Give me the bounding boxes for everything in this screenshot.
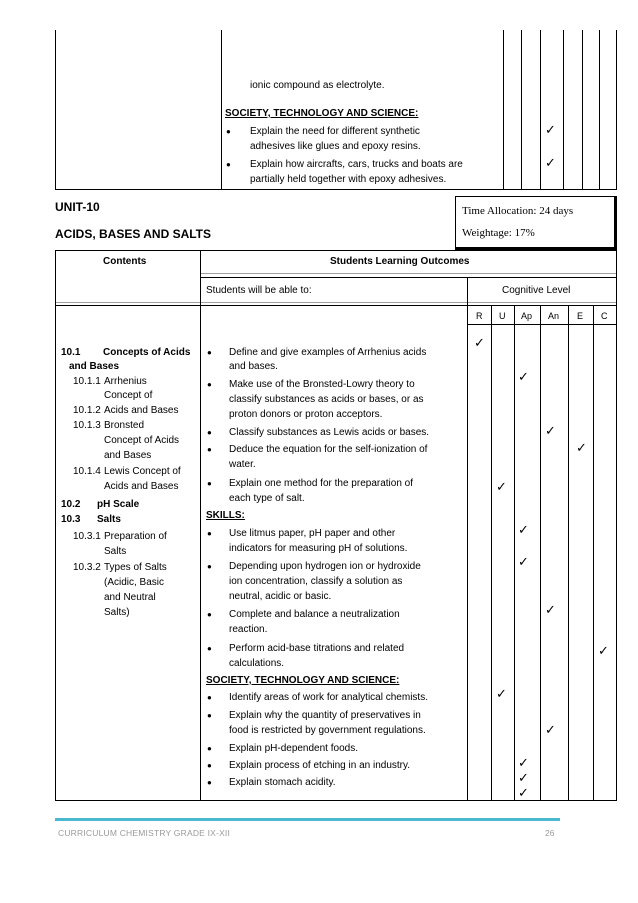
skill-neutralization: Complete and balance a neutralization — [229, 609, 400, 620]
outcome-bronsted-line3: proton donors or proton acceptors. — [229, 409, 383, 420]
sts-analytical-chemists: Identify areas of work for analytical chemists. — [229, 692, 428, 703]
content-10-1-num: 10.1 — [61, 347, 81, 358]
content-10-3-2-line4: Salts) — [104, 607, 130, 618]
sts-stomach-acidity: Explain stomach acidity. — [229, 777, 336, 788]
skill-classify-solution: Depending upon hydrogen ion or hydroxide — [229, 561, 421, 572]
content-10-3-2-line2: (Acidic, Basic — [104, 577, 165, 588]
unit-title: ACIDS, BASES AND SALTS — [55, 227, 212, 241]
tick-icon: ✓ — [545, 123, 556, 138]
outcome-self-ionization-line2: water. — [229, 459, 256, 470]
sts-preservatives-line2: food is restricted by government regulations. — [229, 725, 426, 736]
sts-ph-foods: Explain pH-dependent foods. — [229, 743, 358, 754]
page-number: 26 — [545, 828, 555, 838]
top-bullet2-line1: Explain how aircrafts, cars, trucks and boats are — [250, 159, 463, 170]
outcome-bronsted-line2: classify substances as acids or bases, or as — [229, 394, 424, 405]
skill-litmus-line2: indicators for measuring pH of solutions. — [229, 543, 408, 554]
contents-header: Contents — [103, 256, 147, 267]
bullet-icon: ● — [226, 127, 231, 136]
level-an: An — [548, 311, 560, 321]
content-10-3-1: Preparation of — [104, 531, 167, 542]
content-10-3-num: 10.3 — [61, 514, 81, 525]
footer-rule — [55, 818, 560, 821]
top-fragment: ionic compound as electrolyte. — [250, 80, 385, 91]
bullet-icon: ● — [207, 744, 212, 753]
bullet-icon: ● — [207, 761, 212, 770]
bullet-icon: ● — [207, 610, 212, 619]
tick-icon: ✓ — [518, 771, 529, 786]
content-10-1-line2: and Bases — [69, 361, 120, 372]
tick-icon: ✓ — [474, 336, 485, 351]
bullet-icon: ● — [207, 693, 212, 702]
content-10-3-2-line3: and Neutral — [104, 592, 156, 603]
content-10-1-3: Bronsted — [104, 420, 145, 431]
time-weightage-box — [455, 196, 617, 250]
content-10-1-2: Acids and Bases — [104, 405, 179, 416]
tick-icon: ✓ — [545, 156, 556, 171]
tick-icon: ✓ — [518, 756, 529, 771]
content-10-1-1: Arrhenius — [104, 376, 147, 387]
tick-icon: ✓ — [598, 644, 609, 659]
skill-classify-solution-line3: neutral, acidic or basic. — [229, 591, 332, 602]
tick-icon: ✓ — [496, 687, 507, 702]
bullet-icon: ● — [207, 348, 212, 357]
top-sts-heading: SOCIETY, TECHNOLOGY AND SCIENCE: — [225, 108, 419, 119]
content-10-1-1-num: 10.1.1 — [73, 376, 101, 387]
cognitive-level-label: Cognitive Level — [502, 285, 571, 296]
content-10-1-4-line2: Acids and Bases — [104, 481, 179, 492]
content-10-2-num: 10.2 — [61, 499, 81, 510]
time-allocation: Time Allocation: 24 days — [462, 205, 574, 217]
bullet-icon: ● — [207, 778, 212, 787]
tick-icon: ✓ — [518, 370, 529, 385]
outcome-lewis: Classify substances as Lewis acids or bases. — [229, 427, 430, 438]
skill-litmus: Use litmus paper, pH paper and other — [229, 528, 396, 539]
bullet-icon: ● — [207, 380, 212, 389]
level-r: R — [476, 311, 483, 321]
tick-icon: ✓ — [545, 424, 556, 439]
content-10-1: Concepts of Acids — [103, 347, 191, 358]
content-10-2: pH Scale — [97, 499, 140, 510]
level-e: E — [577, 311, 584, 321]
bullet-icon: ● — [226, 160, 231, 169]
content-10-1-1-line2: Concept of — [104, 390, 153, 401]
content-10-3-2: Types of Salts — [104, 562, 167, 573]
outcome-salt-preparation-line2: each type of salt. — [229, 493, 305, 504]
skills-heading: SKILLS: — [206, 510, 245, 521]
sts-preservatives: Explain why the quantity of preservatives in — [229, 710, 421, 721]
bullet-icon: ● — [207, 428, 212, 437]
bullet-icon: ● — [207, 445, 212, 454]
tick-icon: ✓ — [545, 603, 556, 618]
outcome-self-ionization: Deduce the equation for the self-ionization of — [229, 444, 428, 455]
level-c: C — [601, 311, 608, 321]
skill-classify-solution-line2: ion concentration, classify a solution as — [229, 576, 403, 587]
tick-icon: ✓ — [518, 786, 529, 801]
tick-icon: ✓ — [496, 480, 507, 495]
content-10-3-2-num: 10.3.2 — [73, 562, 101, 573]
outcome-bronsted: Make use of the Bronsted-Lowry theory to — [229, 379, 415, 390]
tick-icon: ✓ — [518, 523, 529, 538]
footer-title: CURRICULUM CHEMISTRY GRADE IX-XII — [58, 828, 231, 838]
content-10-1-3-line2: Concept of Acids — [104, 435, 180, 446]
weightage: Weightage: 17% — [462, 227, 535, 239]
content-10-1-3-num: 10.1.3 — [73, 420, 101, 431]
tick-icon: ✓ — [545, 723, 556, 738]
skill-titrations-line2: calculations. — [229, 658, 285, 669]
unit-number: UNIT-10 — [55, 200, 100, 214]
content-10-1-2-num: 10.1.2 — [73, 405, 101, 416]
bullet-icon: ● — [207, 529, 212, 538]
bullet-icon: ● — [207, 644, 212, 653]
level-ap: Ap — [521, 311, 533, 321]
slo-header: Students Learning Outcomes — [330, 256, 470, 267]
content-10-1-4: Lewis Concept of — [104, 466, 181, 477]
tick-icon: ✓ — [518, 555, 529, 570]
outcome-arrhenius-line2: and bases. — [229, 361, 278, 372]
top-bullet1-line1: Explain the need for different synthetic — [250, 126, 420, 137]
outcome-arrhenius: Define and give examples of Arrhenius acids — [229, 347, 427, 358]
bullet-icon: ● — [207, 562, 212, 571]
skill-titrations: Perform acid-base titrations and related — [229, 643, 405, 654]
able-to-label: Students will be able to: — [206, 285, 312, 296]
tick-icon: ✓ — [576, 441, 587, 456]
top-bullet2-line2: partially held together with epoxy adhesives. — [250, 174, 447, 185]
content-10-1-3-line3: and Bases — [104, 450, 152, 461]
content-10-3-1-num: 10.3.1 — [73, 531, 101, 542]
outcome-salt-preparation: Explain one method for the preparation of — [229, 478, 414, 489]
sts-etching: Explain process of etching in an industry. — [229, 760, 411, 771]
bullet-icon: ● — [207, 711, 212, 720]
sts-heading: SOCIETY, TECHNOLOGY AND SCIENCE: — [206, 675, 400, 686]
top-bullet1-line2: adhesives like glues and epoxy resins. — [250, 141, 421, 152]
skill-neutralization-line2: reaction. — [229, 624, 268, 635]
content-10-3: Salts — [97, 514, 121, 525]
bullet-icon: ● — [207, 479, 212, 488]
content-10-1-4-num: 10.1.4 — [73, 466, 101, 477]
content-10-3-1-line2: Salts — [104, 546, 127, 557]
level-u: U — [499, 311, 506, 321]
